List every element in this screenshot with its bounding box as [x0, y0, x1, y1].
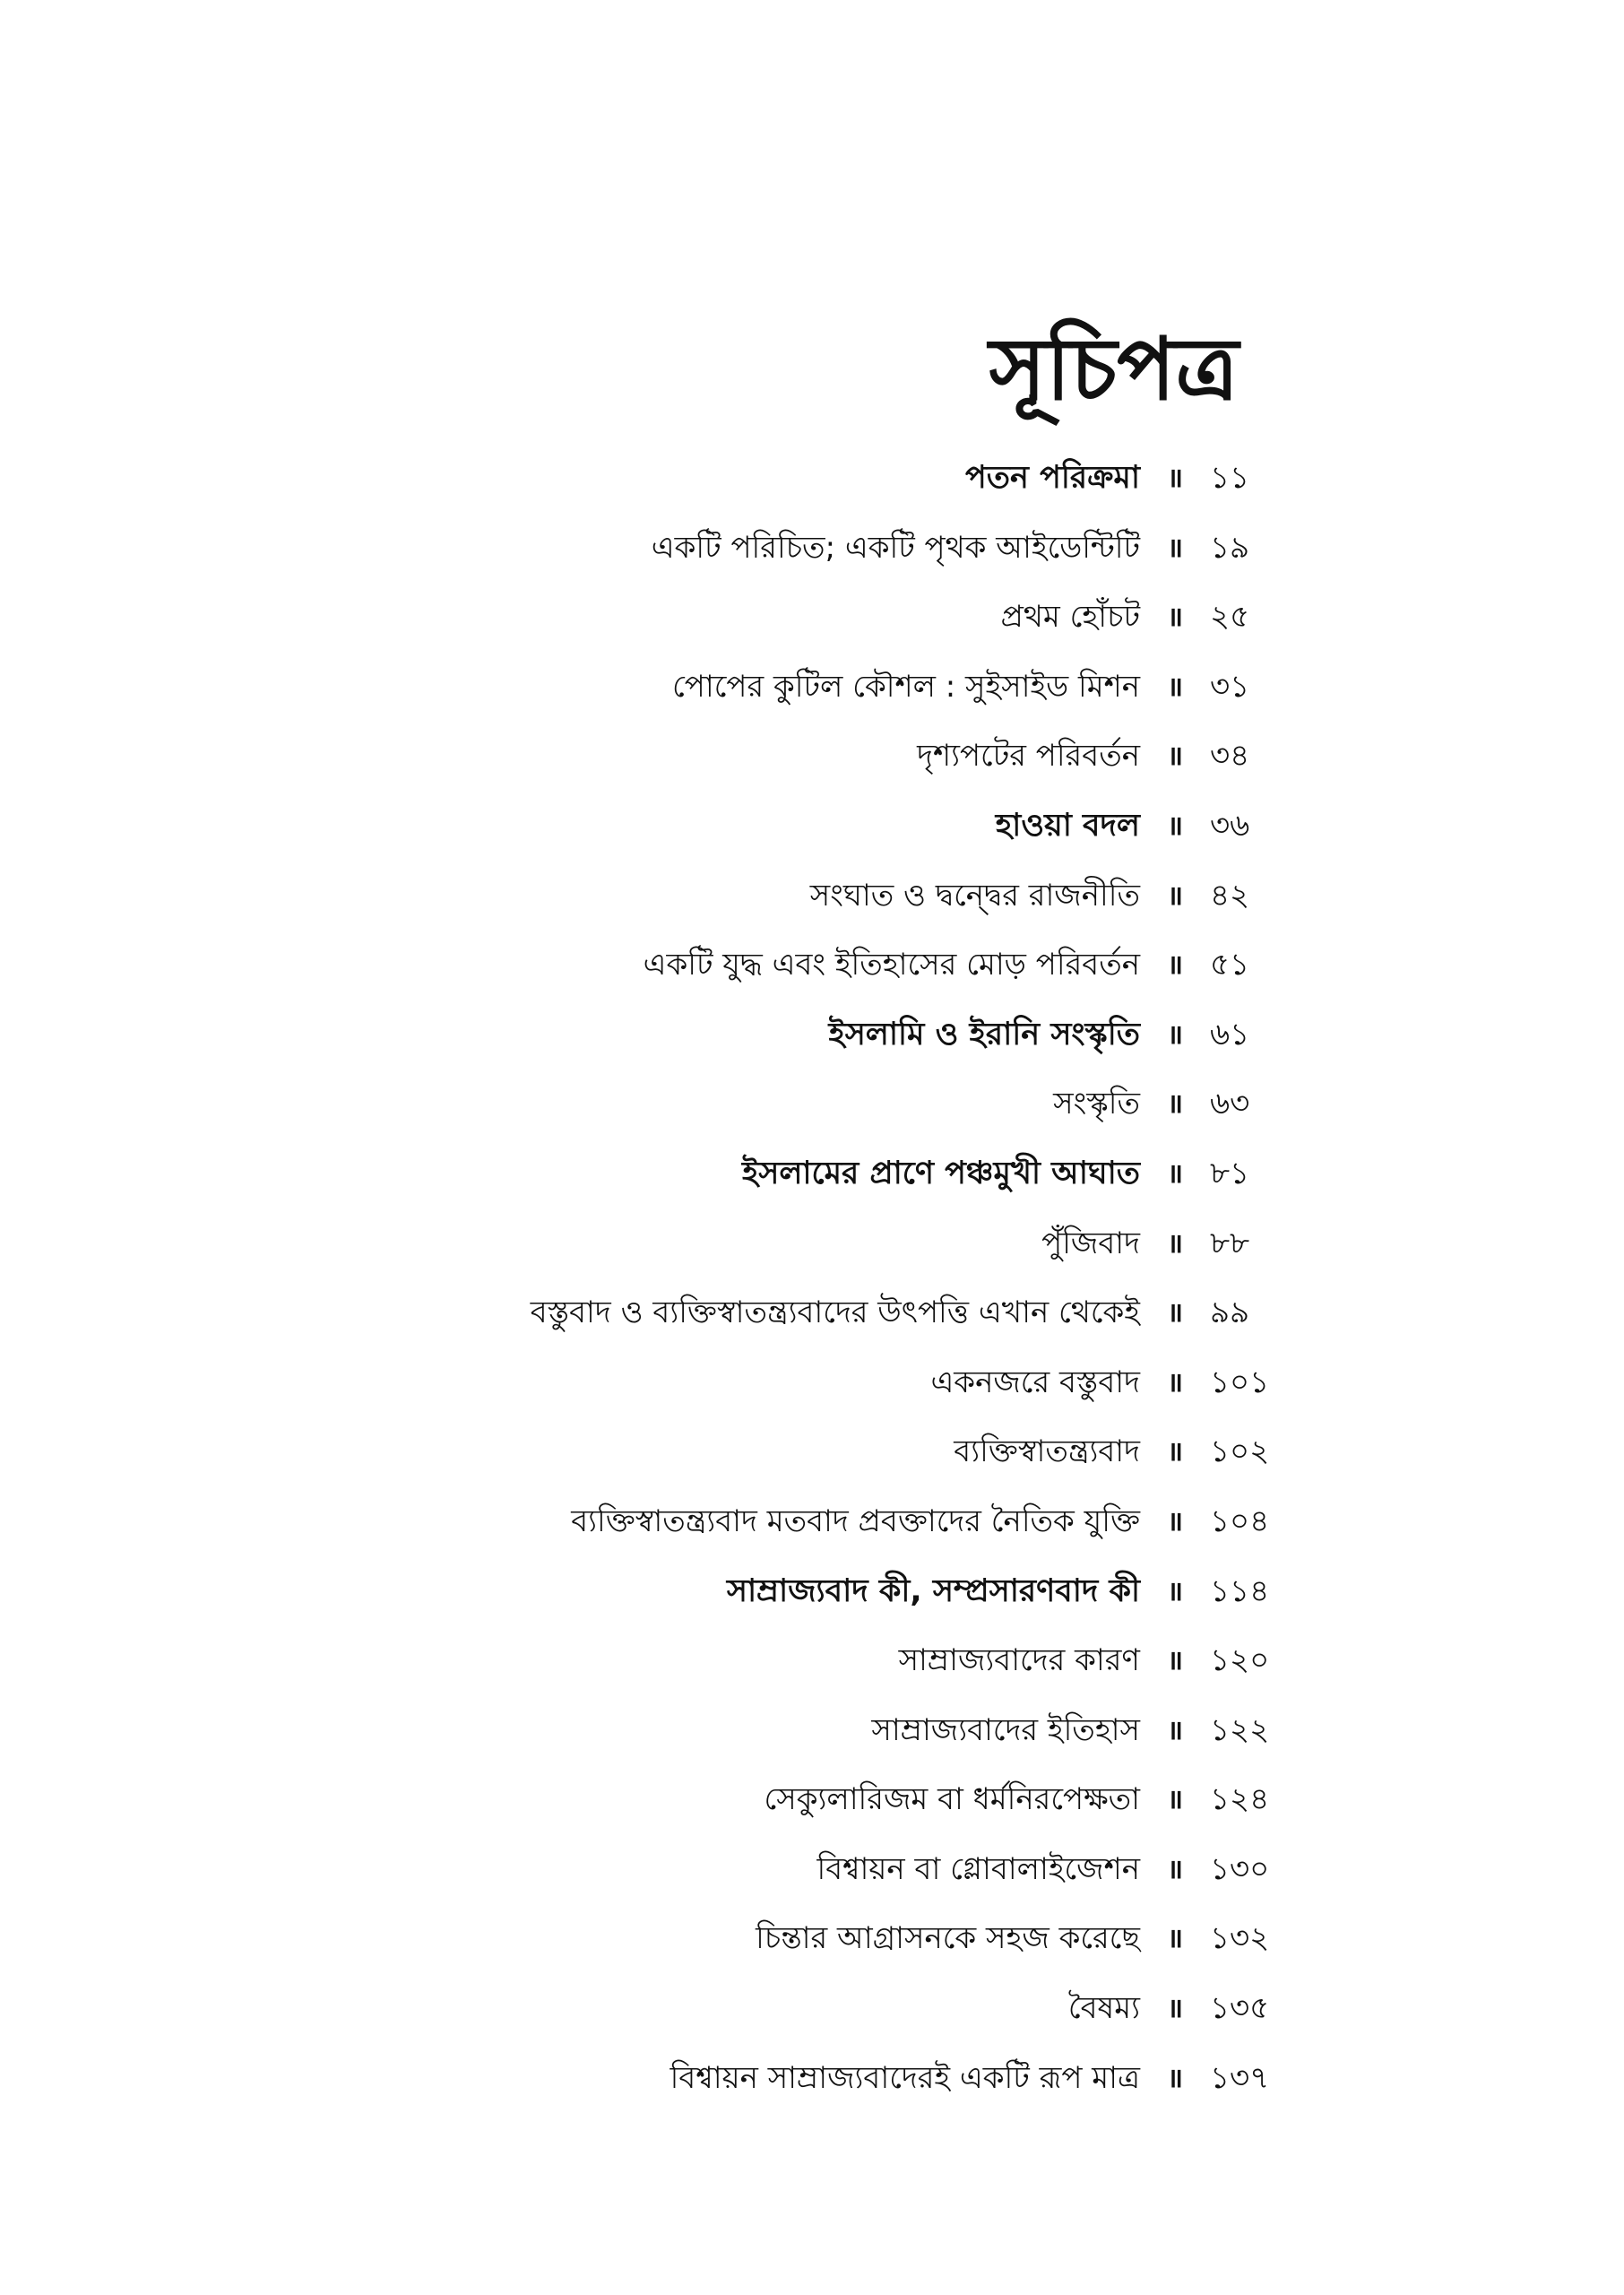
toc-separator: ॥ — [1167, 1227, 1183, 1260]
toc-separator: ॥ — [1167, 1505, 1183, 1537]
toc-entry-title: প্রথম হোঁচট — [1000, 599, 1140, 636]
toc-row — [0, 583, 1624, 653]
toc-separator: ॥ — [1167, 1923, 1183, 1955]
toc-row — [0, 1000, 1624, 1070]
toc-separator: ॥ — [1167, 1645, 1183, 1677]
toc-page-number: ১৩৫ — [1210, 1990, 1270, 2027]
toc-row — [0, 1835, 1624, 1905]
toc-page-number: ১০১ — [1210, 1364, 1270, 1400]
toc-separator: ॥ — [1167, 949, 1183, 982]
toc-separator: ॥ — [1167, 1088, 1183, 1121]
toc-page-number: ১৯ — [1210, 529, 1250, 566]
toc-entry-title: বিশ্বায়ন বা গ্লোবালাইজেশন — [816, 1850, 1140, 1887]
toc-row — [0, 1348, 1624, 1418]
toc-row — [0, 1417, 1624, 1487]
toc-separator: ॥ — [1167, 810, 1183, 842]
toc-separator: ॥ — [1167, 879, 1183, 912]
toc-entry-title: সংঘাত ও দ্বন্দ্বের রাজনীতি — [809, 877, 1140, 914]
toc-row — [0, 1557, 1624, 1627]
toc-entry-title: সাম্রাজ্যবাদের কারণ — [898, 1642, 1140, 1679]
toc-separator: ॥ — [1167, 1714, 1183, 1746]
toc-page-number: ৩৪ — [1210, 738, 1250, 775]
toc-separator: ॥ — [1167, 1436, 1183, 1468]
toc-page-number: ৬৩ — [1210, 1086, 1250, 1122]
toc-entry-title: একটি পরিচিত; একটি পৃথক আইডেন্টিটি — [651, 529, 1140, 566]
toc-row — [0, 514, 1624, 584]
toc-page-number: ৮১ — [1210, 1155, 1250, 1191]
toc-entry-title: সাম্রাজ্যবাদ কী, সম্প্রসারণবাদ কী — [726, 1572, 1140, 1609]
toc-separator: ॥ — [1167, 1297, 1183, 1329]
toc-entry-title: একটি যুদ্ধ এবং ইতিহাসের মোড় পরিবর্তন — [643, 947, 1140, 983]
toc-separator: ॥ — [1167, 740, 1183, 773]
toc-separator: ॥ — [1167, 1366, 1183, 1399]
toc-entry-title: ইসলামি ও ইরানি সংস্কৃতি — [828, 1016, 1140, 1052]
toc-separator: ॥ — [1167, 1784, 1183, 1816]
toc-row — [0, 931, 1624, 1000]
toc-row — [0, 862, 1624, 931]
toc-page-number: ৩১ — [1210, 668, 1250, 705]
toc-entry-title: পুঁজিবাদ — [1041, 1225, 1140, 1261]
toc-entry-title: ব্যক্তিস্বাতন্ত্র্যবাদ মতবাদ প্রবক্তাদের নৈতিক যুক্তি — [571, 1503, 1140, 1539]
toc-entry-title: সাম্রাজ্যবাদের ইতিহাস — [871, 1711, 1140, 1748]
toc-separator: ॥ — [1167, 463, 1183, 494]
toc-page-number: ১১৪ — [1210, 1572, 1270, 1609]
toc-entry-title: বস্তুবাদ ও ব্যক্তিস্বাতন্ত্র্যবাদের উৎপত্তি এখান থেকেই — [530, 1295, 1140, 1331]
toc-row — [0, 1904, 1624, 1974]
toc-separator: ॥ — [1167, 1157, 1183, 1190]
toc-entry-title: বিশ্বায়ন সাম্রাজ্যবাদেরই একটি রূপ মাত্র — [669, 2059, 1140, 2096]
toc-entry-title: হাওয়া বদল — [995, 807, 1140, 844]
toc-page-number: ১০২ — [1210, 1433, 1270, 1470]
toc-page-number: ১১ — [1210, 460, 1250, 496]
toc-entry-title: চিন্তার আগ্রাসনকে সহজ করেছে — [756, 1920, 1140, 1957]
toc-row — [0, 2044, 1624, 2114]
toc-entry-title: দৃশ্যপটের পরিবর্তন — [917, 738, 1140, 775]
toc-page-number: ১০৪ — [1210, 1503, 1270, 1539]
toc-page-number: ৫১ — [1210, 947, 1250, 983]
toc-row — [0, 1209, 1624, 1279]
toc-row — [0, 1487, 1624, 1557]
toc-row — [0, 1139, 1624, 1209]
toc-entry-title: বৈষম্য — [1067, 1990, 1140, 2027]
toc-entry-title: সেক্যুলারিজম বা ধর্মনিরপেক্ষতা — [764, 1781, 1140, 1818]
toc-page-number: ৯৯ — [1210, 1295, 1250, 1331]
toc-page-number: ১২২ — [1210, 1711, 1270, 1748]
page-title: সূচিপত্র — [989, 319, 1239, 420]
toc-row — [0, 1626, 1624, 1696]
toc-separator: ॥ — [1167, 602, 1183, 634]
toc-entry-title: পোপের কুটিল কৌশল : সুইসাইড মিশন — [672, 668, 1140, 705]
toc-entry-title: একনজরে বস্তুবাদ — [930, 1364, 1140, 1400]
toc-separator: ॥ — [1167, 1018, 1183, 1051]
toc-separator: ॥ — [1167, 671, 1183, 703]
toc-separator: ॥ — [1167, 1853, 1183, 1885]
toc-row — [0, 1765, 1624, 1835]
toc-page-number: ১২০ — [1210, 1642, 1270, 1679]
toc-page-number: ৪২ — [1210, 877, 1250, 914]
toc-page-number: ১৩০ — [1210, 1850, 1270, 1887]
toc-row — [0, 1070, 1624, 1139]
toc-separator: ॥ — [1167, 1993, 1183, 2025]
toc-separator: ॥ — [1167, 532, 1183, 564]
toc-row — [0, 1974, 1624, 2044]
toc-entry-title: ইসলামের প্রাণে পঞ্চমুখী আঘাত — [742, 1155, 1140, 1191]
toc-row — [0, 722, 1624, 792]
table-of-contents — [0, 444, 1624, 2113]
toc-row — [0, 1696, 1624, 1766]
toc-row — [0, 444, 1624, 514]
toc-entry-title: পতন পরিক্রমা — [965, 460, 1140, 496]
toc-page-number: ১৩৭ — [1210, 2059, 1270, 2096]
toc-page-number: ২৫ — [1210, 599, 1250, 636]
toc-page-number: ৩৬ — [1210, 807, 1250, 844]
toc-page-number: ১৩২ — [1210, 1920, 1270, 1957]
toc-separator: ॥ — [1167, 2062, 1183, 2094]
toc-row — [0, 653, 1624, 723]
toc-page-number: ১২৪ — [1210, 1781, 1270, 1818]
toc-row — [0, 1278, 1624, 1348]
toc-row — [0, 792, 1624, 862]
toc-page-number: ৮৮ — [1210, 1225, 1250, 1261]
toc-entry-title: ব্যক্তিস্বাতন্ত্র্যবাদ — [954, 1433, 1140, 1470]
toc-page-number: ৬১ — [1210, 1016, 1250, 1052]
toc-separator: ॥ — [1167, 1575, 1183, 1607]
toc-entry-title: সংস্কৃতি — [1053, 1086, 1140, 1122]
